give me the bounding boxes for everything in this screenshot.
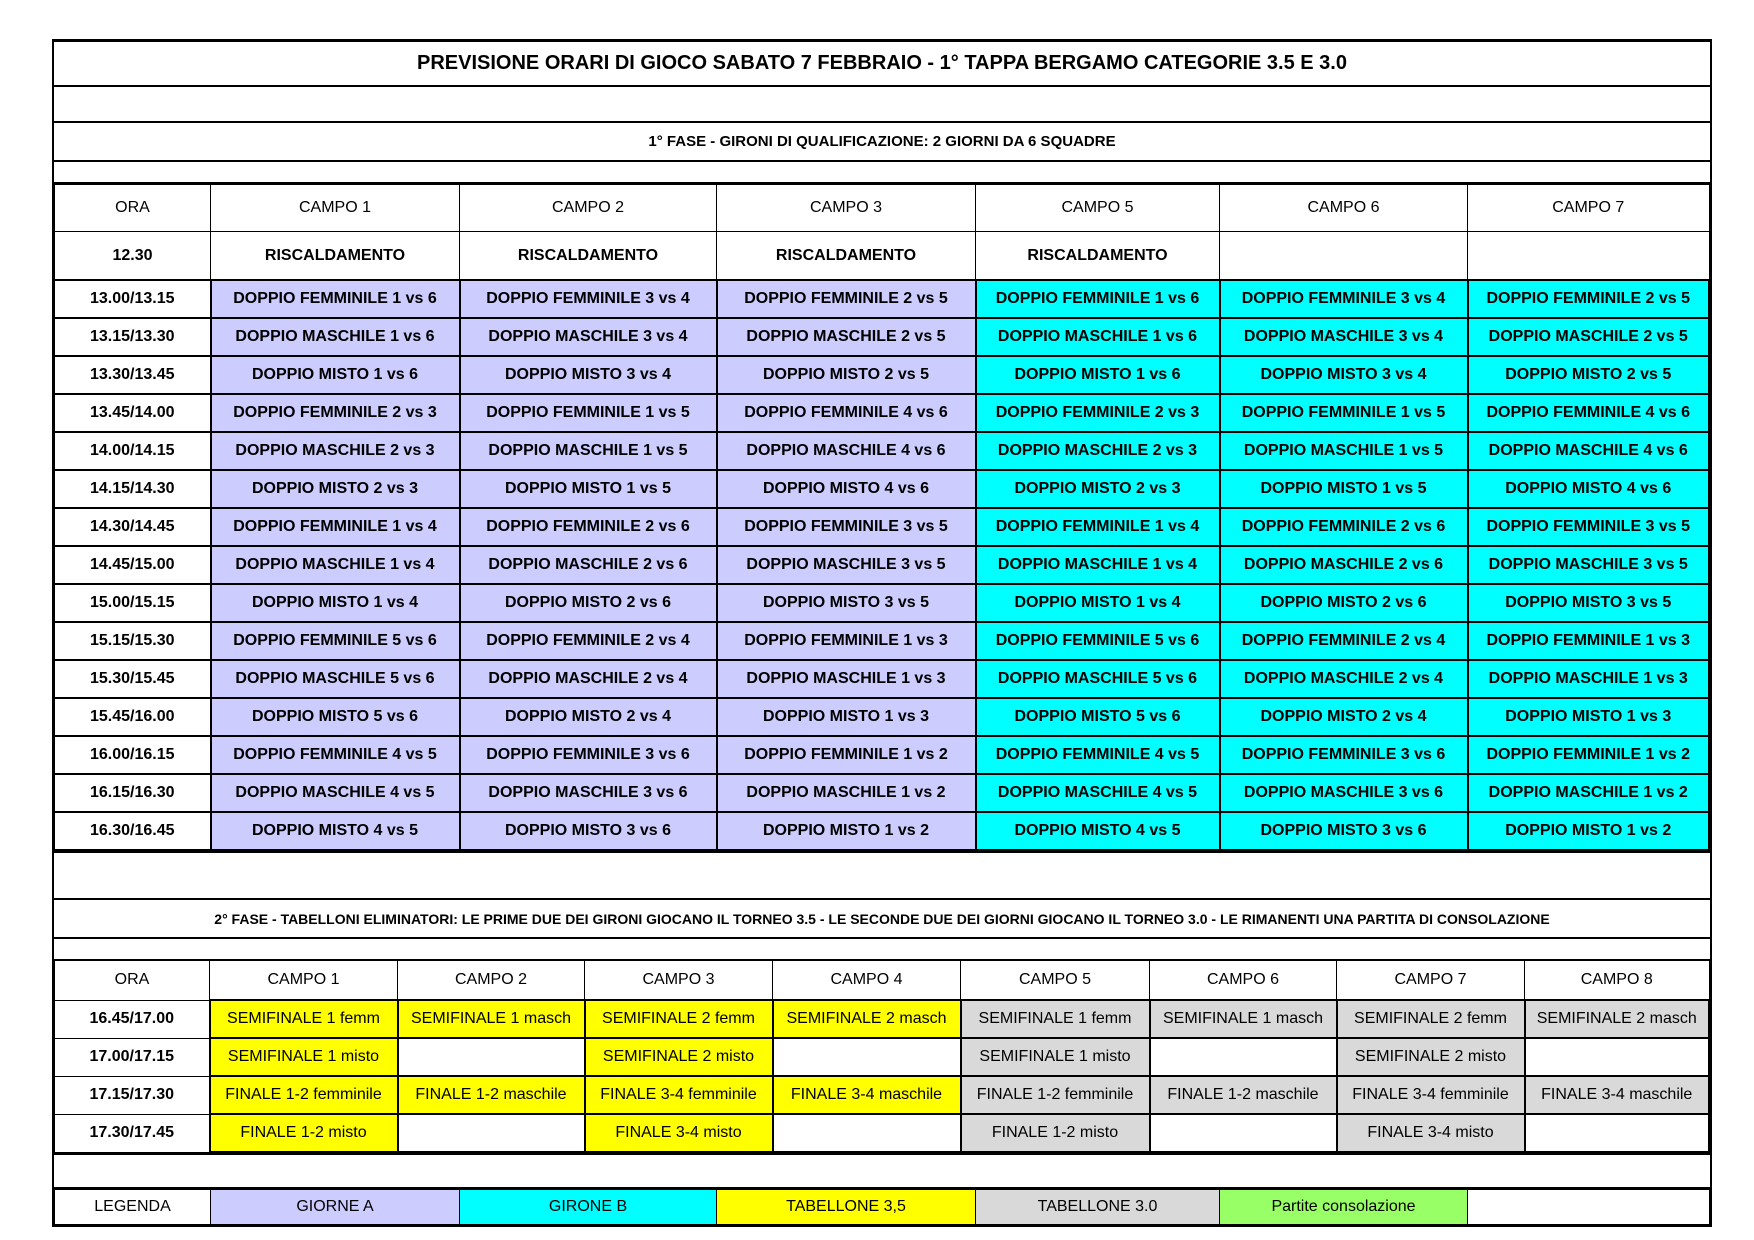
match-row [55, 1114, 1710, 1152]
column-header: ORA [55, 961, 210, 1001]
match-row [55, 774, 1710, 812]
match-row [55, 432, 1710, 470]
match-cell: DOPPIO MISTO 3 vs 4 [1220, 356, 1468, 394]
column-header: CAMPO 2 [460, 185, 717, 232]
match-cell [1150, 1038, 1337, 1076]
time-cell: 14.15/14.30 [55, 470, 211, 508]
match-row [55, 508, 1710, 546]
match-row [55, 660, 1710, 698]
match-cell [1150, 1114, 1337, 1152]
match-cell: FINALE 1-2 maschile [1150, 1076, 1337, 1114]
match-cell: DOPPIO FEMMINILE 2 vs 5 [1468, 280, 1710, 318]
match-cell: FINALE 3-4 femminile [1337, 1076, 1525, 1114]
match-cell: DOPPIO MASCHILE 2 vs 5 [1468, 318, 1710, 356]
match-cell: DOPPIO MASCHILE 2 vs 4 [1220, 660, 1468, 698]
match-cell: DOPPIO MISTO 1 vs 3 [1468, 698, 1710, 736]
time-cell: 17.15/17.30 [55, 1076, 210, 1114]
match-row [55, 318, 1710, 356]
time-cell: 12.30 [55, 232, 211, 281]
match-cell: DOPPIO MASCHILE 4 vs 5 [211, 774, 460, 812]
match-cell: DOPPIO MISTO 5 vs 6 [211, 698, 460, 736]
match-cell: DOPPIO FEMMINILE 1 vs 6 [976, 280, 1220, 318]
match-cell: DOPPIO FEMMINILE 4 vs 6 [717, 394, 976, 432]
column-header: CAMPO 3 [717, 185, 976, 232]
match-cell: DOPPIO MISTO 1 vs 5 [460, 470, 717, 508]
match-cell: DOPPIO MISTO 2 vs 4 [1220, 698, 1468, 736]
match-row [55, 394, 1710, 432]
match-cell: DOPPIO MASCHILE 1 vs 4 [976, 546, 1220, 584]
match-cell: DOPPIO FEMMINILE 2 vs 4 [1220, 622, 1468, 660]
match-cell: SEMIFINALE 1 misto [210, 1038, 398, 1076]
legend-table [54, 1189, 1710, 1225]
match-cell [398, 1038, 585, 1076]
match-cell: DOPPIO MASCHILE 1 vs 6 [976, 318, 1220, 356]
match-row [55, 470, 1710, 508]
match-cell: SEMIFINALE 2 misto [1337, 1038, 1525, 1076]
match-cell: DOPPIO FEMMINILE 3 vs 4 [460, 280, 717, 318]
match-cell: DOPPIO FEMMINILE 3 vs 6 [1220, 736, 1468, 774]
legend-item: TABELLONE 3,5 [717, 1190, 976, 1225]
match-cell: DOPPIO MASCHILE 4 vs 6 [1468, 432, 1710, 470]
match-cell: DOPPIO FEMMINILE 3 vs 4 [1220, 280, 1468, 318]
legend-item: GIRONE B [460, 1190, 717, 1225]
match-row [55, 356, 1710, 394]
match-cell: SEMIFINALE 2 masch [1525, 1000, 1710, 1038]
time-cell: 17.00/17.15 [55, 1038, 210, 1076]
match-cell: DOPPIO MASCHILE 2 vs 3 [211, 432, 460, 470]
match-cell: DOPPIO FEMMINILE 4 vs 6 [1468, 394, 1710, 432]
time-cell: 15.30/15.45 [55, 660, 211, 698]
match-cell: DOPPIO FEMMINILE 3 vs 5 [1468, 508, 1710, 546]
warmup-row [55, 232, 1710, 281]
match-cell [1525, 1114, 1710, 1152]
match-cell: DOPPIO FEMMINILE 1 vs 5 [1220, 394, 1468, 432]
match-cell: FINALE 1-2 femminile [210, 1076, 398, 1114]
time-cell: 14.45/15.00 [55, 546, 211, 584]
column-header-row [55, 961, 1710, 1001]
match-cell: DOPPIO FEMMINILE 1 vs 4 [211, 508, 460, 546]
match-cell: DOPPIO MISTO 4 vs 6 [717, 470, 976, 508]
match-cell: DOPPIO FEMMINILE 5 vs 6 [976, 622, 1220, 660]
match-cell: DOPPIO MISTO 2 vs 6 [460, 584, 717, 622]
match-cell: SEMIFINALE 1 masch [1150, 1000, 1337, 1038]
blank-row [54, 161, 1710, 183]
blank-row [54, 1154, 1710, 1188]
match-cell: DOPPIO MISTO 3 vs 5 [1468, 584, 1710, 622]
match-cell: FINALE 3-4 maschile [1525, 1076, 1710, 1114]
time-cell: 13.45/14.00 [55, 394, 211, 432]
match-cell: SEMIFINALE 2 femm [585, 1000, 773, 1038]
match-cell: DOPPIO MISTO 3 vs 5 [717, 584, 976, 622]
match-cell: DOPPIO MISTO 4 vs 5 [211, 812, 460, 850]
column-header: CAMPO 4 [773, 961, 961, 1001]
match-cell [773, 1038, 961, 1076]
time-cell: 16.00/16.15 [55, 736, 211, 774]
match-cell: FINALE 3-4 misto [1337, 1114, 1525, 1152]
match-cell: DOPPIO FEMMINILE 2 vs 6 [1220, 508, 1468, 546]
match-cell: SEMIFINALE 1 femm [210, 1000, 398, 1038]
column-header: CAMPO 6 [1220, 185, 1468, 232]
match-cell: DOPPIO MASCHILE 1 vs 2 [717, 774, 976, 812]
match-cell: DOPPIO MISTO 5 vs 6 [976, 698, 1220, 736]
match-cell: DOPPIO MISTO 1 vs 6 [976, 356, 1220, 394]
match-cell: DOPPIO FEMMINILE 3 vs 5 [717, 508, 976, 546]
time-cell: 13.00/13.15 [55, 280, 211, 318]
match-cell: SEMIFINALE 2 masch [773, 1000, 961, 1038]
match-cell: DOPPIO MISTO 1 vs 5 [1220, 470, 1468, 508]
column-header: CAMPO 1 [210, 961, 398, 1001]
blank-row [54, 852, 1710, 899]
match-cell: DOPPIO FEMMINILE 4 vs 5 [211, 736, 460, 774]
match-cell: DOPPIO FEMMINILE 1 vs 2 [717, 736, 976, 774]
match-cell [773, 1114, 961, 1152]
warmup-cell: RISCALDAMENTO [717, 232, 976, 281]
match-row [55, 546, 1710, 584]
match-cell: DOPPIO MISTO 2 vs 3 [976, 470, 1220, 508]
match-cell: DOPPIO MASCHILE 1 vs 6 [211, 318, 460, 356]
legend-item: GIORNE A [211, 1190, 460, 1225]
match-cell: DOPPIO MASCHILE 1 vs 2 [1468, 774, 1710, 812]
match-cell: DOPPIO MASCHILE 1 vs 3 [1468, 660, 1710, 698]
match-cell: FINALE 3-4 misto [585, 1114, 773, 1152]
match-row [55, 1076, 1710, 1114]
warmup-cell: RISCALDAMENTO [211, 232, 460, 281]
match-cell: DOPPIO MASCHILE 2 vs 4 [460, 660, 717, 698]
match-cell: DOPPIO MASCHILE 2 vs 5 [717, 318, 976, 356]
match-cell: DOPPIO FEMMINILE 4 vs 5 [976, 736, 1220, 774]
time-cell: 14.00/14.15 [55, 432, 211, 470]
match-cell: SEMIFINALE 1 misto [961, 1038, 1150, 1076]
match-cell: DOPPIO MASCHILE 2 vs 3 [976, 432, 1220, 470]
blank-row [54, 938, 1710, 960]
column-header: CAMPO 1 [211, 185, 460, 232]
match-cell: DOPPIO MISTO 2 vs 5 [1468, 356, 1710, 394]
match-cell: DOPPIO MISTO 2 vs 5 [717, 356, 976, 394]
match-cell: DOPPIO FEMMINILE 3 vs 6 [460, 736, 717, 774]
time-cell: 15.00/15.15 [55, 584, 211, 622]
match-cell: DOPPIO MASCHILE 3 vs 6 [460, 774, 717, 812]
warmup-cell: RISCALDAMENTO [976, 232, 1220, 281]
schedule-sheet [52, 39, 1712, 1227]
match-cell: DOPPIO MISTO 2 vs 3 [211, 470, 460, 508]
column-header: CAMPO 6 [1150, 961, 1337, 1001]
match-cell: DOPPIO FEMMINILE 2 vs 5 [717, 280, 976, 318]
match-cell: DOPPIO FEMMINILE 1 vs 6 [211, 280, 460, 318]
match-cell: DOPPIO MASCHILE 3 vs 4 [1220, 318, 1468, 356]
match-cell: DOPPIO FEMMINILE 1 vs 3 [717, 622, 976, 660]
match-cell: DOPPIO FEMMINILE 5 vs 6 [211, 622, 460, 660]
match-cell: SEMIFINALE 1 femm [961, 1000, 1150, 1038]
time-cell: 16.45/17.00 [55, 1000, 210, 1038]
time-cell: 13.30/13.45 [55, 356, 211, 394]
warmup-cell [1220, 232, 1468, 281]
match-cell: DOPPIO MASCHILE 2 vs 6 [1220, 546, 1468, 584]
match-cell: DOPPIO MASCHILE 2 vs 6 [460, 546, 717, 584]
time-cell: 16.15/16.30 [55, 774, 211, 812]
page-title: PREVISIONE ORARI DI GIOCO SABATO 7 FEBBRAIO - 1° TAPPA BERGAMO CATEGORIE 3.5 E 3.0 [54, 42, 1710, 87]
match-cell: DOPPIO FEMMINILE 2 vs 6 [460, 508, 717, 546]
match-cell: DOPPIO MISTO 3 vs 4 [460, 356, 717, 394]
warmup-cell: RISCALDAMENTO [460, 232, 717, 281]
match-cell: DOPPIO FEMMINILE 1 vs 3 [1468, 622, 1710, 660]
match-cell [398, 1114, 585, 1152]
match-cell: DOPPIO MASCHILE 4 vs 6 [717, 432, 976, 470]
match-cell: DOPPIO MISTO 1 vs 6 [211, 356, 460, 394]
time-cell: 13.15/13.30 [55, 318, 211, 356]
match-row [55, 584, 1710, 622]
match-cell: DOPPIO MISTO 3 vs 6 [460, 812, 717, 850]
column-header: CAMPO 5 [961, 961, 1150, 1001]
match-cell: DOPPIO MASCHILE 5 vs 6 [211, 660, 460, 698]
phase1-table [54, 184, 1710, 851]
match-row [55, 736, 1710, 774]
match-cell: SEMIFINALE 1 masch [398, 1000, 585, 1038]
time-cell: 17.30/17.45 [55, 1114, 210, 1152]
column-header: CAMPO 7 [1337, 961, 1525, 1001]
phase2-header-table [54, 851, 1710, 960]
match-cell: FINALE 3-4 femminile [585, 1076, 773, 1114]
column-header: CAMPO 7 [1468, 185, 1710, 232]
match-row [55, 1038, 1710, 1076]
match-cell: DOPPIO MASCHILE 3 vs 4 [460, 318, 717, 356]
match-row [55, 280, 1710, 318]
match-row [55, 698, 1710, 736]
time-cell: 15.45/16.00 [55, 698, 211, 736]
match-cell: DOPPIO MASCHILE 3 vs 5 [1468, 546, 1710, 584]
match-cell: DOPPIO FEMMINILE 1 vs 2 [1468, 736, 1710, 774]
match-cell: DOPPIO FEMMINILE 2 vs 4 [460, 622, 717, 660]
match-cell: DOPPIO MISTO 1 vs 2 [1468, 812, 1710, 850]
match-cell: DOPPIO MISTO 3 vs 6 [1220, 812, 1468, 850]
match-cell: DOPPIO FEMMINILE 2 vs 3 [211, 394, 460, 432]
legend-empty [1468, 1190, 1710, 1225]
match-cell: DOPPIO MASCHILE 1 vs 5 [460, 432, 717, 470]
match-cell: DOPPIO MISTO 1 vs 4 [976, 584, 1220, 622]
match-row [55, 812, 1710, 850]
legend-item: TABELLONE 3.0 [976, 1190, 1220, 1225]
match-cell: FINALE 1-2 misto [210, 1114, 398, 1152]
column-header: CAMPO 8 [1525, 961, 1710, 1001]
match-cell: DOPPIO MASCHILE 1 vs 3 [717, 660, 976, 698]
column-header: CAMPO 2 [398, 961, 585, 1001]
match-cell: FINALE 1-2 maschile [398, 1076, 585, 1114]
warmup-cell [1468, 232, 1710, 281]
time-cell: 16.30/16.45 [55, 812, 211, 850]
column-header: CAMPO 5 [976, 185, 1220, 232]
match-cell: DOPPIO MISTO 2 vs 4 [460, 698, 717, 736]
match-cell: DOPPIO MASCHILE 1 vs 4 [211, 546, 460, 584]
match-cell [1525, 1038, 1710, 1076]
match-cell: DOPPIO MISTO 4 vs 5 [976, 812, 1220, 850]
phase1-heading: 1° FASE - GIRONI DI QUALIFICAZIONE: 2 GIORNI DA 6 SQUADRE [54, 122, 1710, 161]
match-cell: DOPPIO MASCHILE 5 vs 6 [976, 660, 1220, 698]
match-cell: DOPPIO MASCHILE 1 vs 5 [1220, 432, 1468, 470]
match-cell: FINALE 1-2 femminile [961, 1076, 1150, 1114]
column-header-row [55, 185, 1710, 232]
time-cell: 15.15/15.30 [55, 622, 211, 660]
match-cell: DOPPIO MISTO 2 vs 6 [1220, 584, 1468, 622]
match-cell: FINALE 3-4 maschile [773, 1076, 961, 1114]
blank-row [54, 86, 1710, 122]
legend-label: LEGENDA [55, 1190, 211, 1225]
match-cell: SEMIFINALE 2 misto [585, 1038, 773, 1076]
column-header: ORA [55, 185, 211, 232]
match-cell: SEMIFINALE 2 femm [1337, 1000, 1525, 1038]
match-cell: DOPPIO FEMMINILE 1 vs 4 [976, 508, 1220, 546]
match-cell: DOPPIO MASCHILE 3 vs 5 [717, 546, 976, 584]
match-cell: DOPPIO FEMMINILE 2 vs 3 [976, 394, 1220, 432]
match-cell: DOPPIO MISTO 4 vs 6 [1468, 470, 1710, 508]
phase2-table [54, 960, 1710, 1153]
match-cell: DOPPIO FEMMINILE 1 vs 5 [460, 394, 717, 432]
legend-item: Partite consolazione [1220, 1190, 1468, 1225]
match-cell: DOPPIO MASCHILE 4 vs 5 [976, 774, 1220, 812]
match-cell: DOPPIO MISTO 1 vs 3 [717, 698, 976, 736]
time-cell: 14.30/14.45 [55, 508, 211, 546]
match-cell: DOPPIO MISTO 1 vs 4 [211, 584, 460, 622]
match-cell: FINALE 1-2 misto [961, 1114, 1150, 1152]
column-header: CAMPO 3 [585, 961, 773, 1001]
legend-row [55, 1190, 1710, 1225]
match-row [55, 622, 1710, 660]
phase2-heading: 2° FASE - TABELLONI ELIMINATORI: LE PRIME DUE DEI GIRONI GIOCANO IL TORNEO 3.5 - LE SECONDE DUE DEI GIORNI GIOCANO IL TORNEO 3.0 - LE RIMANENTI UNA PARTITA DI CONSOLAZIONE [54, 899, 1710, 938]
match-cell: DOPPIO MISTO 1 vs 2 [717, 812, 976, 850]
header-table [54, 41, 1710, 184]
match-row [55, 1000, 1710, 1038]
match-cell: DOPPIO MASCHILE 3 vs 6 [1220, 774, 1468, 812]
